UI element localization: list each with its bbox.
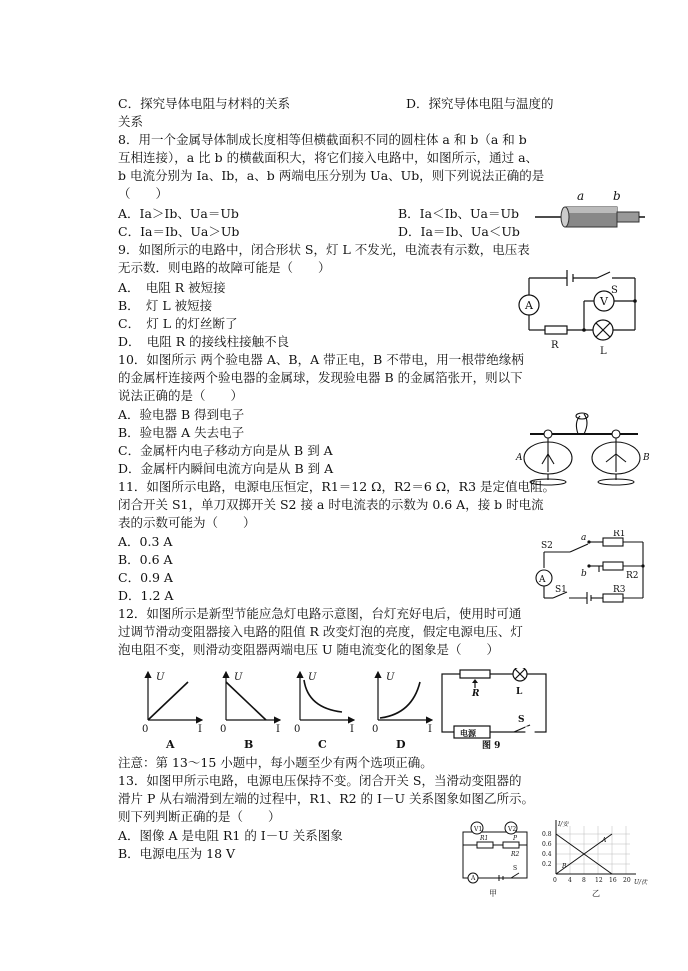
q13-graph-axis-x: U/伏: [634, 879, 648, 886]
q10-stem-line2: 的金属杆连接两个验电器的金属球，发现验电器 B 的金属箔张开，则以下: [118, 370, 523, 385]
q13-graph-ytick-1: 0.6: [542, 841, 552, 848]
q13-graph-xtick-4: 16: [609, 877, 617, 884]
q13-graph-axis-y: I/安: [558, 821, 569, 828]
q12-stem-line2: 过调节滑动变阻器接入电路的阻值 R 改变灯泡的亮度，假定电源电压、灯: [118, 624, 523, 639]
q8-stem-line2: 互相连接），a 比 b 的横截面积大，将它们接入电路中，如图所示，通过 a、: [118, 150, 539, 165]
q12-graph-a-axis-i: I: [198, 724, 202, 735]
q12-graph-a-axis-u: U: [156, 672, 165, 683]
multi-answer-note: 注意：第 13～15 小题中，每小题至少有两个选项正确。: [118, 755, 433, 770]
q8-option-a: A．Ia＞Ib、Ua＝Ub: [118, 206, 239, 221]
q12-stem-line1: 12．如图所示是新型节能应急灯电路示意图，台灯充好电后，使用时可通: [118, 606, 522, 621]
q11-option-a: A．0.3 A: [118, 534, 173, 549]
q12-graph-b-origin: 0: [220, 724, 227, 735]
q12-graph-d-label: D: [396, 738, 406, 750]
q13-graph-xtick-5: 20: [623, 877, 631, 884]
q10-fig-label-b: B: [643, 453, 650, 463]
q13-graph-ytick-0: 0.8: [542, 831, 552, 838]
q11-option-d: D．1.2 A: [118, 588, 174, 603]
q12-graph-c-origin: 0: [294, 724, 301, 735]
q13-stem-line3: 则下列判断正确的是（ ）: [118, 809, 281, 824]
q10-stem-line1: 10．如图所示 两个验电器 A、B，A 带正电，B 不带电，用一根带绝缘柄: [118, 352, 524, 367]
q9-option-d: D． 电阻 R 的接线柱接触不良: [118, 334, 290, 349]
q9-fig-ammeter: A: [525, 299, 533, 312]
q13-fig-switch: S: [513, 865, 518, 872]
q13-circuit-figure: [455, 818, 535, 900]
q8-conductor-figure: [535, 188, 645, 230]
q12-stem-line3: 泡电阻不变，则滑动变阻器两端电压 U 随电流变化的图象是（ ）: [118, 642, 499, 657]
q13-option-a: A．图像 A 是电阻 R1 的 I－U 关系图象: [118, 828, 343, 843]
q13-graph-xtick-2: 8: [582, 877, 586, 884]
q12-graph-c-axis-u: U: [308, 672, 317, 683]
q12-graph-a-origin: 0: [142, 724, 149, 735]
q9-fig-resistor: R: [551, 340, 559, 351]
q11-fig-b: b: [581, 569, 587, 579]
q13-fig-p: P: [513, 835, 518, 842]
q9-fig-voltmeter: V: [600, 295, 608, 308]
q9-option-c: C． 灯 L 的灯丝断了: [118, 316, 238, 331]
q10-option-d: D．金属杆内瞬间电流方向是从 B 到 A: [118, 461, 334, 476]
q8-option-d: D．Ia＝Ib、Ua＜Ub: [398, 224, 520, 239]
q12-graph-d-axis-i: I: [428, 724, 432, 735]
q8-stem-line4: （ ）: [118, 186, 169, 201]
q8-cylinder-b: [617, 212, 639, 222]
q7-option-d: D．探究导体电阻与温度的: [406, 96, 554, 111]
q12-circuit: [442, 668, 546, 738]
q12-fig-caption: 图 9: [482, 741, 501, 750]
q8-stem-line1: 8．用一个金属导体制成长度相等但横截面积不同的圆柱体 a 和 b（a 和 b: [118, 132, 527, 147]
q12-graph-b-axis-i: I: [276, 724, 280, 735]
q12-fig-switch: S: [518, 715, 525, 725]
q8-fig-label-b: b: [613, 189, 621, 203]
q11-option-b: B．0.6 A: [118, 552, 173, 567]
q8-fig-label-a: a: [577, 189, 585, 203]
q11-fig-r2: R2: [626, 571, 639, 581]
q11-fig-s2: S2: [541, 541, 553, 551]
q13-fig-yi: 乙: [592, 889, 600, 898]
q12-fig-rheostat: R: [472, 689, 480, 699]
q13-fig-v2: V2: [508, 826, 517, 833]
q13-stem-line2: 滑片 P 从右端滑到左端的过程中，R1、R2 的 I－U 关系图象如图乙所示。: [118, 791, 534, 806]
q11-stem-line2: 闭合开关 S1，单刀双掷开关 S2 接 a 时电流表的示数为 0.6 A，接 b 时电流: [118, 497, 544, 512]
q12-fig-lamp: L: [516, 687, 523, 697]
q12-graph-c-label: C: [318, 738, 327, 750]
q10-option-b: B．验电器 A 失去电子: [118, 425, 245, 440]
q12-graph-b-label: B: [244, 738, 254, 750]
q13-graph-ytick-3: 0.2: [542, 861, 552, 868]
q11-stem-line1: 11．如图所示电路，电源电压恒定，R1＝12 Ω，R2＝6 Ω，R3 是定值电阻。: [118, 479, 556, 494]
q9-option-b: B． 灯 L 被短接: [118, 298, 213, 313]
q8-stem-line3: b 电流分别为 Ia、Ib，a、b 两端电压分别为 Ua、Ub，则下列说法正确的是: [118, 168, 545, 183]
q11-fig-r3: R3: [613, 585, 626, 595]
q11-stem-line3: 表的示数可能为（ ）: [118, 515, 256, 530]
q12-graph-b-axis-u: U: [234, 672, 243, 683]
q13-stem-line1: 13．如图甲所示电路，电源电压保持不变。闭合开关 S，当滑动变阻器的: [118, 773, 522, 788]
q13-graph-ytick-2: 0.4: [542, 851, 552, 858]
q11-fig-r1: R1: [613, 530, 626, 539]
q12-graph-d-origin: 0: [372, 724, 379, 735]
q11-circuit-figure: [525, 530, 665, 610]
q12-graph-c-axis-i: I: [350, 724, 354, 735]
q9-stem-line1: 9．如图所示的电路中，闭合形状 S，灯 L 不发光，电流表有示数，电压表: [118, 242, 530, 257]
q11-fig-ammeter: A: [539, 575, 546, 585]
q13-graph-line-a-label: A: [602, 837, 607, 844]
q12-graph-d-axis-u: U: [386, 672, 395, 683]
q13-graph-line-b-label: B: [562, 863, 567, 870]
q11-fig-a: a: [581, 533, 587, 543]
q8-option-c: C．Ia＝Ib、Ua＞Ub: [118, 224, 240, 239]
q13-fig-ammeter: A: [471, 875, 476, 882]
q12-graph-a-label: A: [166, 738, 175, 750]
q13-fig-r1: R1: [480, 835, 489, 842]
q13-graph-xtick-3: 12: [595, 877, 603, 884]
q11-option-c: C．0.9 A: [118, 570, 173, 585]
q10-option-c: C．金属杆内电子移动方向是从 B 到 A: [118, 443, 333, 458]
q9-fig-switch: S: [611, 285, 618, 296]
q9-option-a: A． 电阻 R 被短接: [118, 280, 226, 295]
q8-option-b: B．Ia＜Ib、Ua＝Ub: [398, 206, 520, 221]
q13-option-b: B．电源电压为 18 V: [118, 846, 236, 861]
q9-fig-lamp: L: [600, 346, 607, 357]
q12-graphs-figure: [130, 668, 550, 750]
q10-stem-line3: 说法正确的是（ ）: [118, 388, 244, 403]
q13-graph-xtick-1: 4: [568, 877, 572, 884]
q10-fig-label-a: A: [516, 453, 523, 463]
q7-option-d-tail: 关系: [118, 114, 144, 129]
q13-fig-r2: R2: [511, 851, 520, 858]
q13-iu-graph-figure: [540, 818, 660, 900]
q12-fig-source: 电源: [460, 728, 476, 738]
q13-fig-jia: 甲: [489, 889, 497, 898]
q13-fig-v1: V1: [474, 826, 483, 833]
q9-stem-line2: 无示数．则电路的故障可能是（ ）: [118, 260, 331, 275]
q10-option-a: A．验电器 B 得到电子: [118, 407, 245, 422]
q13-graph-xtick-0: 0: [553, 877, 557, 884]
q11-fig-s1: S1: [555, 585, 567, 595]
q9-circuit-figure: [512, 268, 652, 358]
q7-option-c: C．探究导体电阻与材料的关系: [118, 96, 291, 111]
